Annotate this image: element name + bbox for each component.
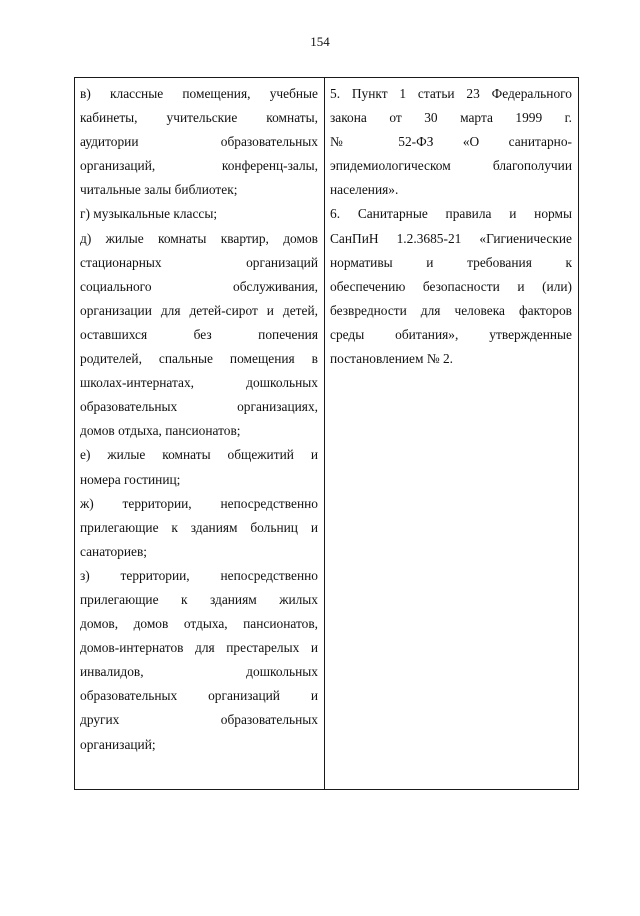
text-line: организации для детей-сирот и детей, (80, 302, 318, 318)
requirements-table (74, 77, 579, 790)
text-line: № 52-ФЗ «О санитарно- (330, 134, 572, 150)
text-line: г) музыкальные классы; (80, 206, 218, 222)
text-line: ж) территории, непосредственно (80, 495, 318, 511)
text-line: читальные залы библиотек; (80, 182, 238, 198)
text-line: стационарных организаций (80, 254, 318, 270)
page-number: 154 (310, 34, 330, 49)
text-line: СанПиН 1.2.3685-21 «Гигиенические (330, 230, 572, 246)
text-line: образовательных организациях, (80, 399, 318, 415)
text-line: эпидемиологическом благополучии (330, 158, 572, 174)
text-line: образовательных организаций и (80, 688, 318, 704)
text-line: инвалидов, дошкольных (80, 664, 318, 680)
right-column-cell (325, 78, 579, 790)
text-line: прилегающие к зданиям жилых (80, 591, 318, 607)
text-line: 6. Санитарные правила и нормы (330, 206, 572, 222)
text-line: организаций; (80, 736, 156, 752)
text-line: домов, домов отдыха, пансионатов, (80, 616, 318, 632)
text-line: домов-интернатов для престарелых и (80, 640, 318, 656)
text-line: родителей, спальные помещения в (80, 351, 318, 367)
text-line: е) жилые комнаты общежитий и (80, 447, 318, 463)
text-line: з) территории, непосредственно (80, 567, 318, 583)
text-line: населения». (330, 182, 399, 198)
text-line: организаций, конференц-залы, (80, 158, 318, 174)
text-line: безвредности для человека факторов (330, 302, 572, 318)
text-line: постановлением № 2. (330, 351, 453, 367)
text-line: школах-интернатах, дошкольных (80, 375, 318, 391)
text-line: закона от 30 марта 1999 г. (330, 110, 572, 126)
text-line: домов отдыха, пансионатов; (80, 423, 241, 439)
text-line: 5. Пункт 1 статьи 23 Федерального (330, 86, 572, 101)
left-column-cell (75, 78, 325, 790)
text-line: прилегающие к зданиям больниц и (80, 519, 318, 535)
text-line: оставшихся без попечения (80, 326, 318, 342)
text-line: других образовательных (80, 712, 318, 728)
text-line: д) жилые комнаты квартир, домов (80, 230, 318, 246)
text-line: кабинеты, учительские комнаты, (80, 110, 318, 126)
text-line: нормативы и требования к (330, 254, 572, 270)
text-line: обеспечению безопасности и (или) (330, 278, 572, 294)
text-line: социального обслуживания, (80, 278, 318, 294)
text-line: санаториев; (80, 543, 148, 559)
text-line: аудитории образовательных (80, 134, 318, 150)
text-line: в) классные помещения, учебные (80, 86, 318, 101)
text-line: среды обитания», утвержденные (330, 326, 572, 342)
text-line: номера гостиниц; (80, 471, 181, 487)
table-row (75, 78, 579, 790)
